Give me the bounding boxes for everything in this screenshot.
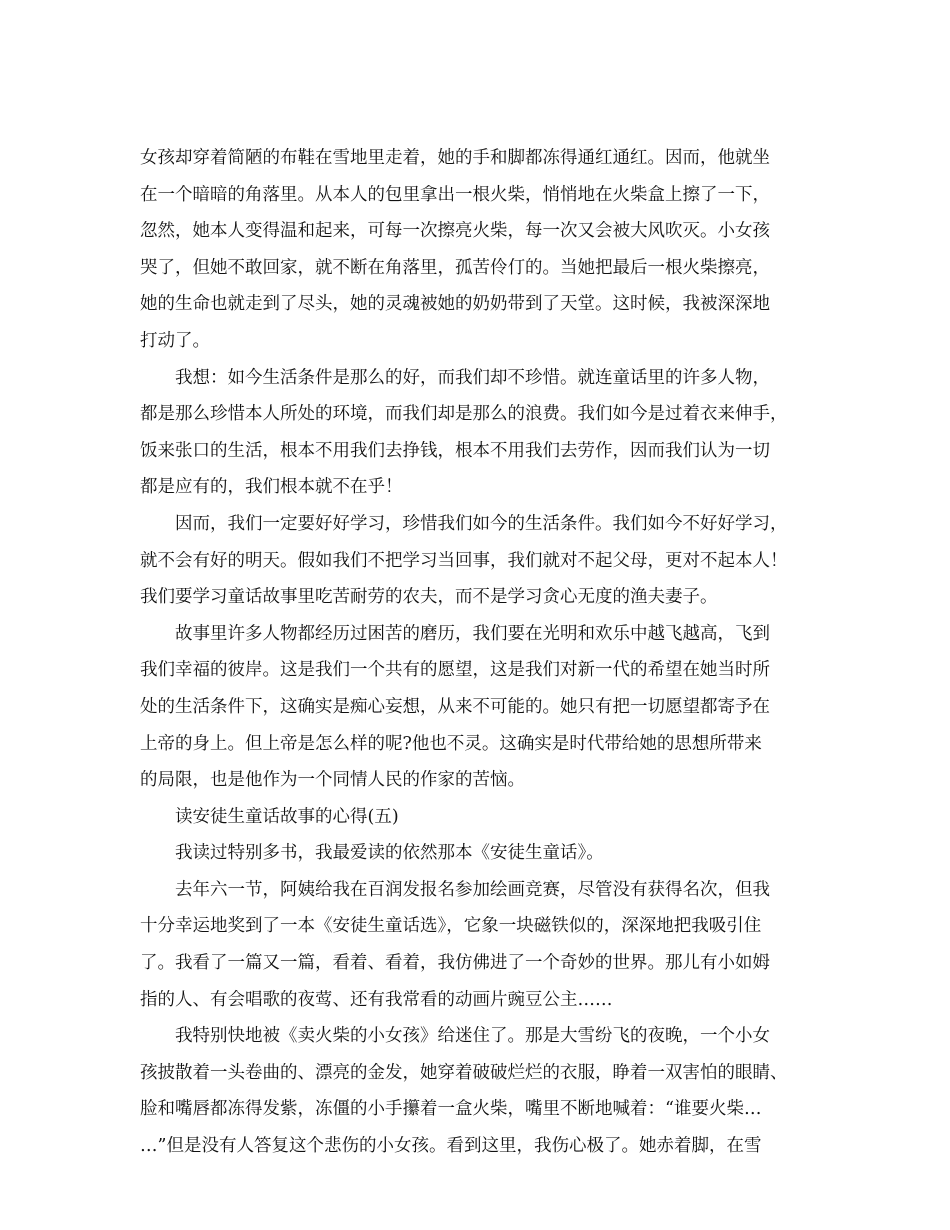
- text-line: 哭了，但她不敢回家，就不断在角落里，孤苦伶仃的。当她把最后一根火柴擦亮，: [140, 257, 770, 278]
- text-line: 读安徒生童话故事的心得(五): [175, 806, 399, 827]
- text-line: 在一个暗暗的角落里。从本人的包里拿出一根火柴，悄悄地在火柴盒上擦了一下，: [140, 184, 770, 205]
- text-line: 饭来张口的生活，根本不用我们去挣钱，根本不用我们去劳作，因而我们认为一切: [140, 440, 770, 461]
- document-body: [140, 140, 830, 1165]
- text-line: 故事里许多人物都经历过困苦的磨历，我们要在光明和欢乐中越飞越高，飞到: [175, 623, 770, 644]
- text-line: 我想：如今生活条件是那么的好，而我们却不珍惜。就连童话里的许多人物，: [175, 367, 770, 388]
- text-line: 十分幸运地奖到了一本《安徒生童话选》，它象一块磁铁似的，深深地把我吸引住: [140, 916, 762, 937]
- text-line: 她的生命也就走到了尽头，她的灵魂被她的奶奶带到了天堂。这时候，我被深深地: [140, 294, 770, 315]
- text-line: 忽然，她本人变得温和起来，可每一次擦亮火柴，每一次又会被大风吹灭。小女孩: [140, 221, 770, 242]
- text-line: 脸和嘴唇都冻得发紫，冻僵的小手攥着一盒火柴，嘴里不断地喊着：“谁要火柴…: [140, 1099, 762, 1120]
- text-line: 孩披散着一头卷曲的、漂亮的金发，她穿着破破烂烂的衣服，睁着一双害怕的眼睛、: [140, 1062, 788, 1083]
- text-line: 我们幸福的彼岸。这是我们一个共有的愿望，这是我们对新一代的希望在她当时所: [140, 660, 770, 681]
- text-line: 打动了。: [140, 330, 210, 351]
- text-line: 上帝的身上。但上帝是怎么样的呢?他也不灵。这确实是时代带给她的思想所带来: [140, 733, 762, 754]
- text-line: 因而，我们一定要好好学习，珍惜我们如今的生活条件。我们如今不好好学习，: [175, 513, 788, 534]
- text-line: 都是那么珍惜本人所处的环境，而我们却是那么的浪费。我们如今是过着衣来伸手，: [140, 404, 788, 425]
- text-line: 去年六一节，阿姨给我在百润发报名参加绘画竞赛，尽管没有获得名次，但我: [175, 879, 770, 900]
- text-line: 处的生活条件下，这确实是痴心妄想，从来不可能的。她只有把一切愿望都寄予在: [140, 696, 770, 717]
- text-line: 了。我看了一篇又一篇，看着、看着，我仿佛进了一个奇妙的世界。那儿有小如姆: [140, 953, 770, 974]
- text-line: 就不会有好的明天。假如我们不把学习当回事，我们就对不起父母，更对不起本人！: [140, 550, 788, 571]
- text-line: 指的人、有会唱歌的夜莺、还有我常看的动画片豌豆公主……: [140, 989, 613, 1010]
- text-line: 我们要学习童话故事里吃苦耐劳的农夫，而不是学习贪心无度的渔夫妻子。: [140, 587, 718, 608]
- text-line: …”但是没有人答复这个悲伤的小女孩。看到这里，我伤心极了。她赤着脚，在雪: [140, 1136, 762, 1157]
- text-line: 都是应有的，我们根本就不在乎！: [140, 477, 403, 498]
- text-line: 的局限，也是他作为一个同情人民的作家的苦恼。: [140, 770, 525, 791]
- text-line: 我读过特别多书，我最爱读的依然那本《安徒生童话》。: [175, 843, 604, 864]
- text-line: 女孩却穿着简陋的布鞋在雪地里走着，她的手和脚都冻得通红通红。因而，他就坐: [140, 148, 770, 168]
- text-line: 我特别快地被《卖火柴的小女孩》给迷住了。那是大雪纷飞的夜晚，一个小女: [175, 1026, 770, 1047]
